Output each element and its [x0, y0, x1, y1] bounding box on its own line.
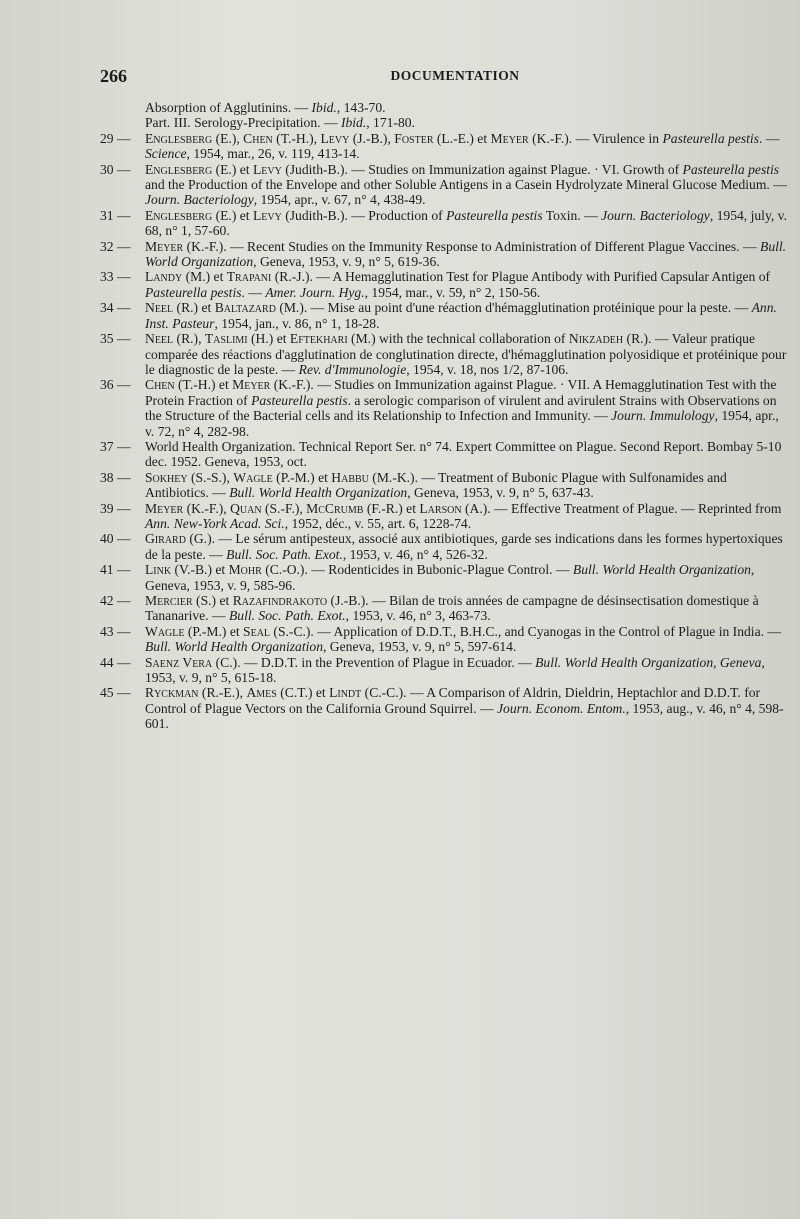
author-name: Trapani — [226, 269, 272, 285]
continued-entry — [100, 100, 790, 131]
reference-entry — [100, 269, 790, 300]
citation-text: (Judith-B.). — Studies on Immunization against Plague. · VI. Growth of — [281, 161, 683, 177]
continued-line — [100, 115, 790, 130]
citation-text: (S.) et — [192, 593, 233, 608]
entry-number: 43 — — [100, 623, 131, 639]
reference-entry — [100, 208, 790, 239]
author-name: Chen — [243, 130, 273, 146]
citation-text: , Geneva, 1953, v. 9, n° 5, 619-36. — [253, 254, 440, 270]
citation-text: (K.-F.). — Studies on Immunization against Plague. · VII. A Hemagglutination Test with the Protein Fraction of — [145, 377, 777, 408]
author-name: Lindt — [329, 685, 362, 701]
entry-number: 33 — — [100, 269, 131, 285]
citation-text: (M.) with the technical collaboration of — [347, 331, 569, 347]
citation-text: . — — [759, 130, 780, 146]
citation-text: (J.-B.). — Bilan de trois années de campagne de désinsectisation domestique à Tananarive. — — [145, 593, 759, 624]
citation-text: (H.) et — [247, 331, 290, 347]
citation-text: (P.-M.) et — [272, 469, 332, 485]
author-name: Levy — [252, 161, 282, 177]
reference-entry — [100, 501, 790, 532]
citation-text: (J.-B.), — [349, 130, 395, 146]
author-name: Neel — [145, 300, 174, 316]
italic-title: Ibid. — [311, 100, 337, 115]
entry-number: 44 — — [100, 654, 131, 670]
author-name: Levy — [320, 130, 350, 146]
author-name: Chen — [145, 377, 175, 393]
reference-entry — [100, 531, 790, 562]
author-name: Meyer — [145, 500, 184, 516]
author-name: Englesberg — [145, 161, 213, 177]
citation-text: Toxin. — — [542, 207, 602, 223]
entry-number: 35 — — [100, 331, 131, 347]
citation-text: , 1953, v. 9, n° 5, 615-18. — [145, 654, 765, 686]
author-name: Nikzadeh — [568, 331, 624, 347]
author-name: Meyer — [145, 238, 184, 254]
citation-text: , 1954, apr., v. 72, n° 4, 282-98. — [145, 408, 779, 439]
entry-list — [100, 131, 790, 732]
citation-text: , 1954, july, v. 68, n° 1, 57-60. — [145, 207, 787, 239]
citation-text: , 1953, v. 46, n° 3, 463-73. — [345, 608, 491, 624]
italic-title: Ibid. — [340, 115, 367, 131]
citation-text: (T.-H.) et — [174, 377, 233, 393]
entry-number: 38 — — [100, 469, 131, 485]
citation-text: (G.). — Le sérum antipesteux, associé aux antibiotiques, garde ses indications dans les formes hypertoxiques de la peste. — — [145, 531, 783, 562]
citation-text: , 1954, v. 18, n — [406, 361, 487, 377]
author-name: Mohr — [228, 562, 262, 578]
citation-text: , 1953, v. 46, n° 4, 526-32. — [342, 546, 488, 562]
citation-text: (E.), — [212, 130, 244, 146]
italic-title: Science — [145, 146, 187, 162]
author-name: Meyer — [232, 377, 271, 393]
author-name: Razafindrakoto — [232, 593, 328, 608]
citation-text: . — — [241, 284, 266, 300]
bibliography — [100, 100, 790, 732]
italic-title: Pasteurella pestis — [145, 284, 242, 300]
entry-number: 45 — — [100, 685, 131, 701]
italic-title: Bull. Soc. Path. Exot. — [226, 546, 343, 562]
author-name: Englesberg — [145, 130, 213, 146]
citation-text: (T.-H.), — [272, 130, 321, 146]
author-name: Larson — [419, 500, 462, 516]
reference-entry — [100, 685, 790, 731]
reference-entry — [100, 655, 790, 686]
citation-text: (S.-F.), — [261, 500, 307, 516]
citation-text: (L.-E.) et — [433, 130, 491, 146]
author-name: Landy — [145, 269, 183, 285]
citation-text: World Health Organization. Technical Report Ser. n° 74. Expert Committee on Plague. Second Report. Bombay 5-10 dec. 1952. Geneva, 1953, oct. — [145, 438, 782, 470]
author-name: Levy — [252, 207, 282, 223]
author-name: Englesberg — [145, 207, 213, 223]
italic-title: Bull. Soc. Path. Exot. — [228, 608, 346, 624]
citation-text: (R.-J.). — A Hemagglutination Test for Plague Antibody with Purified Capsular Antigen of — [271, 269, 771, 285]
citation-text: , 171-80. — [366, 115, 415, 131]
author-name: Taslimi — [204, 331, 248, 347]
reference-entry — [100, 377, 790, 439]
citation-text: Part. III. Serology-Precipitation. — — [145, 115, 341, 131]
citation-text: , Geneva, 1953, v. 9, n° 5, 637-43. — [407, 485, 594, 501]
citation-text: , 143-70. — [336, 100, 386, 115]
italic-title: Amer. Journ. Hyg. — [265, 284, 365, 300]
citation-text: (K.-F.). — Virulence in — [528, 130, 663, 146]
entry-number: 36 — — [100, 377, 131, 393]
citation-text: os — [486, 361, 500, 377]
author-name: Wagle — [233, 469, 273, 485]
entry-number: 41 — — [100, 562, 131, 578]
citation-text: (C.-C.). — A Comparison of Aldrin, Dieldrin, Heptachlor and D.D.T. for Control of Plague Vectors on the California Ground Squirrel. — — [145, 685, 761, 716]
entry-number: 29 — — [100, 130, 131, 146]
reference-entry — [100, 131, 790, 162]
running-title: DOCUMENTATION — [390, 68, 520, 83]
citation-text: (K.-F.), — [183, 500, 231, 516]
italic-title: Journ. Bacteriology — [145, 192, 254, 208]
reference-entry — [100, 624, 790, 655]
citation-text: Absorption of Agglutinins. — — [145, 100, 312, 115]
page-header — [100, 66, 770, 88]
italic-title: Journ. Immulology — [611, 408, 715, 424]
entry-number: 39 — — [100, 500, 131, 516]
citation-text: , 1954, jan., v. 86, n° 1, 18-28. — [214, 315, 380, 331]
citation-text: (C.). — D.D.T. in the Prevention of Plague in Ecuador. — — [212, 654, 536, 670]
citation-text: , 1954, mar., 26, v. 119, 413-14. — [186, 146, 360, 162]
citation-text: (Judith-B.). — Production of — [281, 207, 447, 223]
italic-title: Rev. d'Immunologie — [298, 361, 407, 377]
italic-title: Ann. Inst. Pasteur — [145, 300, 777, 331]
author-name: Ryckman — [145, 685, 199, 701]
author-name: McCrumb — [306, 500, 364, 516]
entry-number: 37 — — [100, 438, 131, 454]
italic-title: Pasteurella pestis — [251, 392, 348, 408]
reference-entry — [100, 162, 790, 208]
italic-title: Pasteurella pestis — [682, 161, 780, 177]
citation-text: , Geneva, 1953, v. 9, 585-96. — [145, 562, 755, 593]
italic-title: Bull. World Health Organization — [145, 639, 323, 655]
citation-text: , 1954, mar., v. 59, n° 2, 150-56. — [364, 284, 541, 300]
italic-title: Ann. New-York Acad. Sci. — [145, 515, 285, 531]
entry-number: 42 — — [100, 593, 131, 608]
citation-text: , 1954, apr., v. 67, n° 4, 438-49. — [253, 192, 426, 208]
continued-line — [100, 100, 790, 115]
author-name: Foster — [394, 130, 434, 146]
citation-text: , 1952, déc., v. 55, art. 6, 1228-74. — [284, 515, 472, 531]
reference-entry — [100, 593, 790, 624]
reference-entry — [100, 562, 790, 593]
entry-number: 34 — — [100, 300, 131, 316]
author-name: Quan — [230, 500, 262, 516]
page-number: 266 — [100, 66, 127, 86]
author-name: Baltazard — [214, 300, 276, 316]
citation-text: (R.). — Valeur pratique comparée des réactions d'agglutination de conglutination directe, d'hémagglutination polyosidique et protéinique pour le diagnostic de la peste. — — [145, 331, 787, 377]
entry-number: 31 — — [100, 207, 131, 223]
citation-text: . a serologic comparison of virulent and avirulent Strains with Observations on the Structure of the Bacterial cells and its Relationship to Infection and Immunity. — — [145, 392, 777, 424]
author-name: Ames — [246, 685, 277, 701]
italic-title: Journ. Bacteriology — [601, 207, 710, 223]
reference-entry — [100, 331, 790, 377]
author-name: Neel — [145, 331, 174, 347]
citation-text: (P.-M.) et — [184, 623, 244, 639]
citation-text: (V.-B.) et — [171, 562, 229, 578]
italic-title: Bull. World Health Organization, Geneva — [535, 654, 762, 670]
citation-text: and the Production of the Envelope and other Soluble Antigens in a Casein Hydrolyzate Mineral Glucose Medium. — — [145, 177, 787, 193]
citation-text: (F.-R.) et — [363, 500, 420, 516]
italic-title: Bull. World Health Organization — [229, 485, 408, 501]
citation-text: (K.-F.). — Recent Studies on the Immunity Response to Administration of Different Plague Vaccines. — — [183, 238, 761, 254]
entry-number: 30 — — [100, 161, 131, 177]
citation-text: (R.) et — [173, 300, 215, 316]
citation-text: (A.). — Effective Treatment of Plague. — Reprinted from — [461, 500, 782, 516]
citation-text: (S.-C.). — Application of D.D.T., B.H.C., and Cyanogas in the Control of Plague in India. — — [270, 623, 781, 639]
citation-text: , Geneva, 1953, v. 9, n° 5, 597-614. — [323, 639, 517, 655]
citation-text: (S.-S.), — [187, 469, 234, 485]
reference-entry — [100, 470, 790, 501]
reference-entry — [100, 239, 790, 270]
citation-text: (E.) et — [212, 207, 253, 223]
italic-title: Bull. World Health Organization — [572, 562, 751, 578]
citation-text: (M.-K.). — Treatment of Bubonic Plague with Sulfonamides and Antibiotics. — — [145, 469, 727, 501]
author-name: Habbu — [331, 469, 369, 485]
citation-text: (E.) et — [212, 161, 253, 177]
citation-text: , 1953, aug., v. 46, n° 4, 598-601. — [145, 700, 784, 732]
citation-text: (C.-O.). — Rodenticides in Bubonic-Plague Control. — — [261, 562, 573, 578]
italic-title: Bull. World Organization — [145, 238, 787, 270]
citation-text: (R.-E.), — [198, 685, 247, 701]
author-name: Mercier — [145, 593, 193, 608]
entry-number: 32 — — [100, 238, 131, 254]
author-name: Eftekhari — [289, 331, 348, 347]
citation-text: (M.) et — [182, 269, 227, 285]
citation-text: (M.). — Mise au point d'une réaction d'hémagglutination protéinique pour la peste. — — [275, 300, 752, 316]
reference-entry — [100, 439, 790, 470]
author-name: Sokhey — [145, 469, 188, 485]
reference-entry — [100, 300, 790, 331]
citation-text: (C.T.) et — [276, 685, 330, 701]
author-name: Wagle — [145, 623, 185, 639]
citation-text: (R.), — [173, 331, 205, 347]
author-name: Saenz Vera — [145, 654, 213, 670]
author-name: Girard — [145, 531, 186, 547]
author-name: Link — [145, 562, 172, 578]
entry-number: 40 — — [100, 531, 131, 547]
italic-title: Pasteurella pestis — [446, 207, 543, 223]
author-name: Seal — [243, 623, 271, 639]
citation-text: 1/2, 87-106. — [499, 361, 569, 377]
italic-title: Pasteurella pestis — [662, 130, 759, 146]
author-name: Meyer — [490, 130, 529, 146]
italic-title: Journ. Econom. Entom. — [497, 700, 626, 716]
